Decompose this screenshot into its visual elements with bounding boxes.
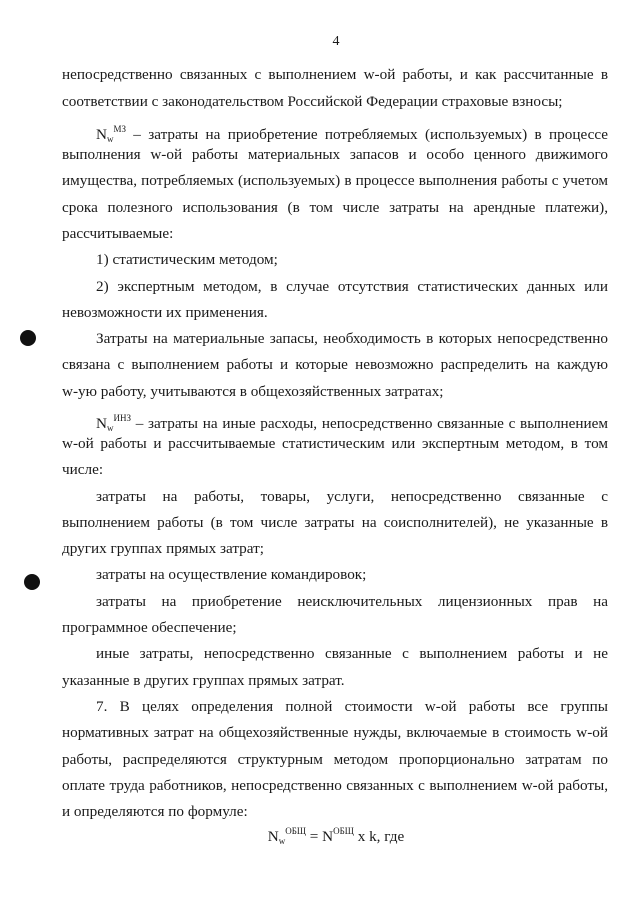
superscript-inz: ИНЗ — [113, 413, 131, 423]
symbol-n: N — [267, 828, 279, 845]
superscript-mz: МЗ — [113, 124, 126, 134]
text-line: программное обеспечение; — [62, 619, 237, 636]
subscript-w: w — [106, 423, 114, 433]
formula — [0, 822, 640, 850]
text-line: рассчитываемые: — [62, 225, 174, 242]
text-line: оплате труда работников, непосредственно связанных с выполнением w-ой работы, — [62, 777, 608, 794]
text-line: работы, распределяются структурным методом пропорционально затратам по — [62, 751, 608, 768]
text-line: затраты на осуществление командировок; — [96, 566, 367, 583]
formula-equals: = N — [306, 828, 334, 845]
superscript-obsh: ОБЩ — [333, 826, 354, 836]
subscript-w: w — [278, 836, 286, 846]
definition-inz-line — [96, 409, 608, 437]
text-segment: – затраты на приобретение потребляемых (используемых) в процессе — [125, 126, 608, 143]
text-line: и определяются по формуле: — [62, 803, 248, 820]
subscript-w: w — [106, 134, 114, 144]
text-line: иные затраты, непосредственно связанные с выполнением работы и не — [96, 645, 608, 662]
list-item: 2) экспертным методом, в случае отсутствия статистических данных или — [96, 278, 608, 295]
text-line: указанные в других группах прямых затрат. — [62, 672, 345, 689]
text-line: связана с выполнением работы и которые невозможно распределить на каждую — [62, 356, 608, 373]
text-line: невозможности их применения. — [62, 304, 268, 321]
superscript-obsh: ОБЩ — [285, 826, 306, 836]
formula-tail: x k, где — [353, 828, 405, 845]
text-line: затраты на приобретение неисключительных лицензионных прав на — [96, 593, 608, 610]
text-segment: – затраты на иные расходы, непосредственно связанные с выполнением — [130, 415, 608, 432]
symbol-n: N — [96, 415, 107, 432]
page-number: 4 — [332, 34, 340, 49]
text-line: других группах прямых затрат; — [62, 540, 264, 557]
text-line: нормативных затрат на общехозяйственные нужды, включаемые в стоимость w-ой — [62, 724, 608, 741]
symbol-n: N — [96, 126, 107, 143]
definition-mz-line — [96, 120, 608, 148]
text-line: w-ую работу, учитываются в общехозяйственных затратах; — [62, 383, 444, 400]
punch-hole-bottom — [24, 574, 40, 590]
punch-hole-top — [20, 330, 36, 346]
text-line: соответствии с законодательством Российской Федерации страховые взносы; — [62, 93, 563, 110]
text-line: имущества, потребляемых (используемых) в процессе выполнения работы с учетом — [62, 172, 608, 189]
text-line: 7. В целях определения полной стоимости w-ой работы все группы — [96, 698, 608, 715]
text-line: выполнения w-ой работы материальных запасов и особо ценного движимого — [62, 146, 608, 163]
text-line: числе: — [62, 461, 104, 478]
text-line: Затраты на материальные запасы, необходимость в которых непосредственно — [96, 330, 608, 347]
text-line: w-ой работы и рассчитываемые статистическим или экспертным методом, в том — [62, 435, 608, 452]
text-line: затраты на работы, товары, услуги, непосредственно связанные с — [96, 488, 608, 505]
list-item: 1) статистическим методом; — [96, 251, 278, 268]
text-line: срока полезного использования (в том числе затраты на арендные платежи), — [62, 199, 608, 216]
text-line: выполнением работы (в том числе затраты на соисполнителей), не указанные в — [62, 514, 608, 531]
text-line: непосредственно связанных с выполнением w-ой работы, и как рассчитанные в — [62, 66, 608, 83]
